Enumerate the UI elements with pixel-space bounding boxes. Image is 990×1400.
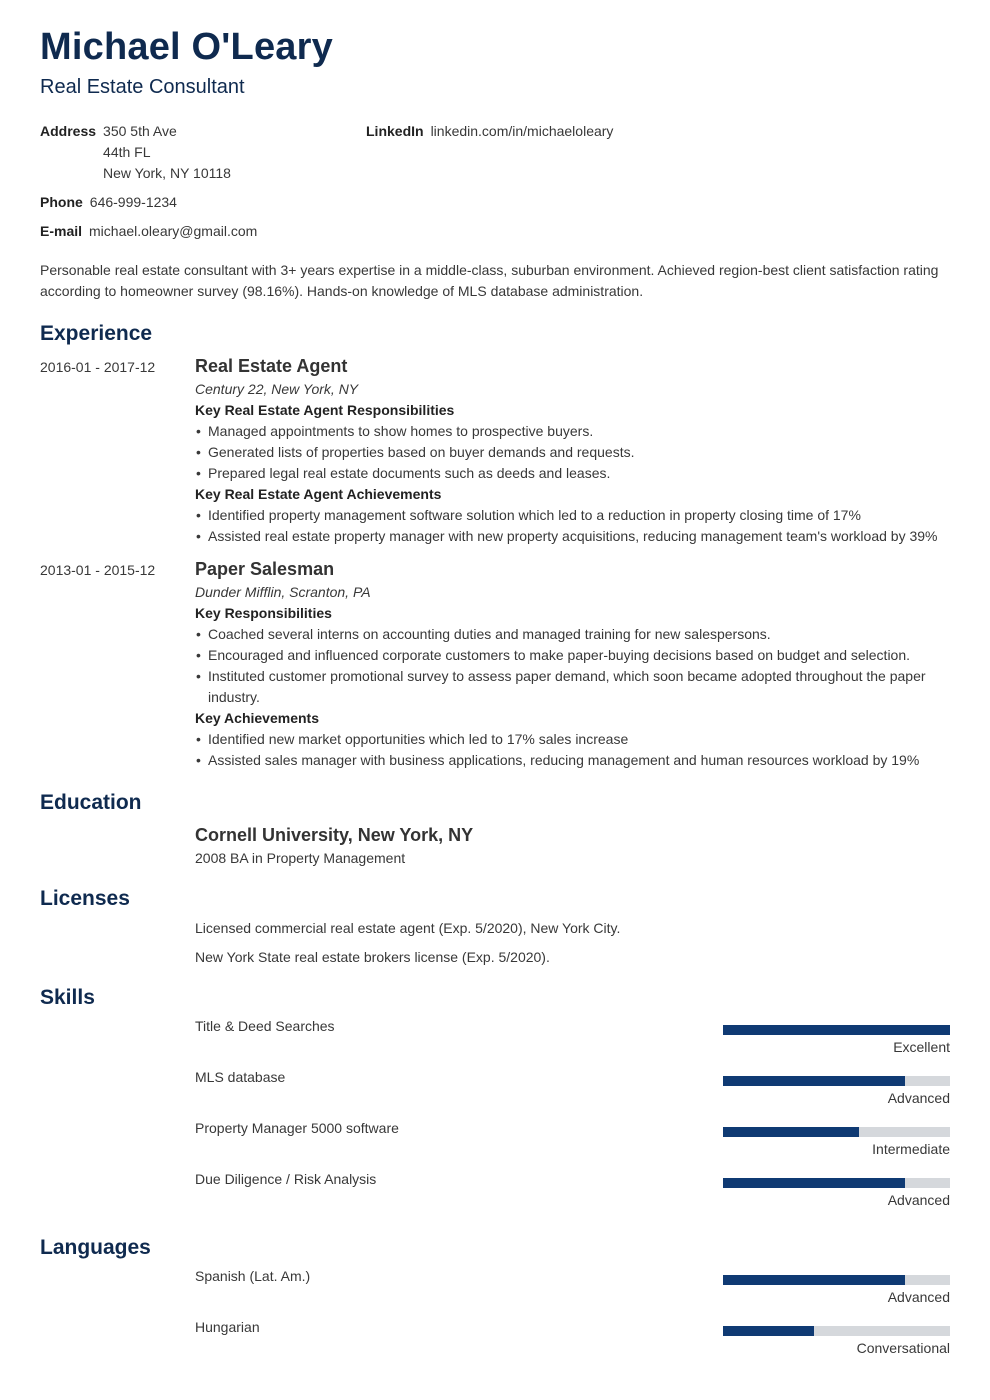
list-item: • Identified new market opportunities which led to 17% sales increase: [195, 729, 950, 750]
experience-heading: Experience: [40, 322, 153, 345]
education-school: Cornell University, New York, NY: [195, 825, 474, 845]
languages-heading: Languages: [40, 1236, 151, 1259]
list-item: • Encouraged and influenced corporate customers to make paper-buying decisions based on budget and selection.: [195, 645, 950, 666]
contact-linkedin: [366, 121, 613, 142]
skill-bar-fill: [723, 1076, 905, 1086]
license-item: Licensed commercial real estate agent (Exp. 5/2020), New York City.: [195, 920, 621, 936]
address-line: 350 5th Ave: [103, 123, 177, 139]
language-level: Advanced: [887, 1289, 950, 1305]
contact-email: [40, 221, 257, 242]
candidate-title: Real Estate Consultant: [40, 76, 245, 98]
education-entry: [195, 824, 950, 869]
email-value: michael.oleary@gmail.com: [89, 223, 258, 239]
achievements-list: [195, 505, 950, 547]
language-name: Hungarian: [195, 1319, 260, 1335]
responsibilities-list: [195, 624, 950, 708]
address-line: 44th FL: [103, 144, 151, 160]
resume-page: [40, 24, 950, 1368]
achievements-heading: Key Achievements: [195, 710, 319, 726]
job-company: Dunder Mifflin, Scranton, PA: [195, 584, 371, 600]
skill-bar: [723, 1127, 950, 1137]
list-item: • Generated lists of properties based on buyer demands and requests.: [195, 442, 950, 463]
education-heading: Education: [40, 791, 142, 814]
language-bar: [723, 1326, 950, 1336]
licenses-section: [40, 886, 950, 968]
language-bar: [723, 1275, 950, 1285]
linkedin-label: LinkedIn: [366, 123, 424, 139]
list-item: • Managed appointments to show homes to prospective buyers.: [195, 421, 950, 442]
email-label: E-mail: [40, 223, 83, 239]
job-entry: [40, 355, 950, 547]
list-item: • Prepared legal real estate documents such as deeds and leases.: [195, 463, 950, 484]
linkedin-value: linkedin.com/in/michaeloleary: [430, 123, 614, 139]
contact-info: [40, 121, 950, 253]
license-item: New York State real estate brokers license (Exp. 5/2020).: [195, 949, 550, 965]
list-item: • Assisted real estate property manager with new property acquisitions, reducing management team's workload by 39%: [195, 526, 950, 547]
address-label: Address: [40, 123, 97, 139]
responsibilities-list: [195, 421, 950, 484]
phone-label: Phone: [40, 194, 83, 210]
skill-bar-fill: [723, 1178, 905, 1188]
skills-list: [40, 1016, 950, 1220]
skill-row: [195, 1118, 950, 1169]
contact-address: [40, 121, 231, 184]
skill-bar: [723, 1076, 950, 1086]
languages-list: [40, 1266, 950, 1368]
responsibilities-heading: Key Real Estate Agent Responsibilities: [195, 402, 455, 418]
skill-level: Advanced: [887, 1090, 950, 1106]
skill-row: [195, 1169, 950, 1220]
education-degree: 2008 BA in Property Management: [195, 850, 406, 866]
skill-row: [195, 1067, 950, 1118]
licenses-list: [195, 918, 950, 968]
phone-value: 646-999-1234: [89, 194, 177, 210]
job-title: Real Estate Agent: [195, 356, 348, 376]
summary: Personable real estate consultant with 3+ years expertise in a middle-class, suburban environment. Achieved region-best client satisfaction rating according to homeowner survey (98.16%). Hands-on knowledge of MLS database administration.: [40, 262, 939, 299]
skill-name: Title & Deed Searches: [195, 1018, 335, 1034]
job-details: [195, 558, 950, 771]
list-item: • Instituted customer promotional survey to assess paper demand, which soon became adopted throughout the paper industry.: [195, 666, 950, 708]
list-item: • Coached several interns on accounting duties and managed training for new salespersons.: [195, 624, 950, 645]
licenses-heading: Licenses: [40, 887, 130, 910]
experience-section: [40, 321, 950, 771]
responsibilities-heading: Key Responsibilities: [195, 605, 332, 621]
job-company: Century 22, New York, NY: [195, 381, 359, 397]
skill-name: Property Manager 5000 software: [195, 1120, 399, 1136]
skill-name: MLS database: [195, 1069, 286, 1085]
skills-section: [40, 985, 950, 1220]
language-row: [195, 1266, 950, 1317]
list-item: • Assisted sales manager with business applications, reducing management and human resources workload by 19%: [195, 750, 950, 771]
contact-phone: [40, 192, 177, 213]
address-value: [103, 121, 231, 184]
skill-bar: [723, 1025, 950, 1035]
skills-heading: Skills: [40, 986, 95, 1009]
language-bar-fill: [723, 1275, 905, 1285]
job-details: [195, 355, 950, 547]
skill-bar: [723, 1178, 950, 1188]
achievements-heading: Key Real Estate Agent Achievements: [195, 486, 442, 502]
education-section: [40, 790, 950, 869]
skill-level: Intermediate: [872, 1141, 950, 1157]
list-item: • Identified property management software solution which led to a reduction in property closing time of 17%: [195, 505, 950, 526]
job-dates: 2013-01 - 2015-12: [40, 562, 156, 578]
job-title: Paper Salesman: [195, 559, 335, 579]
job-dates: 2016-01 - 2017-12: [40, 359, 156, 375]
skill-name: Due Diligence / Risk Analysis: [195, 1171, 377, 1187]
language-bar-fill: [723, 1326, 814, 1336]
skill-level: Excellent: [893, 1039, 950, 1055]
language-name: Spanish (Lat. Am.): [195, 1268, 311, 1284]
language-level: Conversational: [856, 1340, 950, 1356]
job-entry: [40, 558, 950, 771]
candidate-name: Michael O'Leary: [40, 26, 333, 68]
achievements-list: [195, 729, 950, 771]
skill-level: Advanced: [887, 1192, 950, 1208]
languages-section: [40, 1235, 950, 1368]
skill-row: [195, 1016, 950, 1067]
address-line: New York, NY 10118: [103, 165, 231, 181]
language-row: [195, 1317, 950, 1368]
skill-bar-fill: [723, 1025, 950, 1035]
skill-bar-fill: [723, 1127, 859, 1137]
